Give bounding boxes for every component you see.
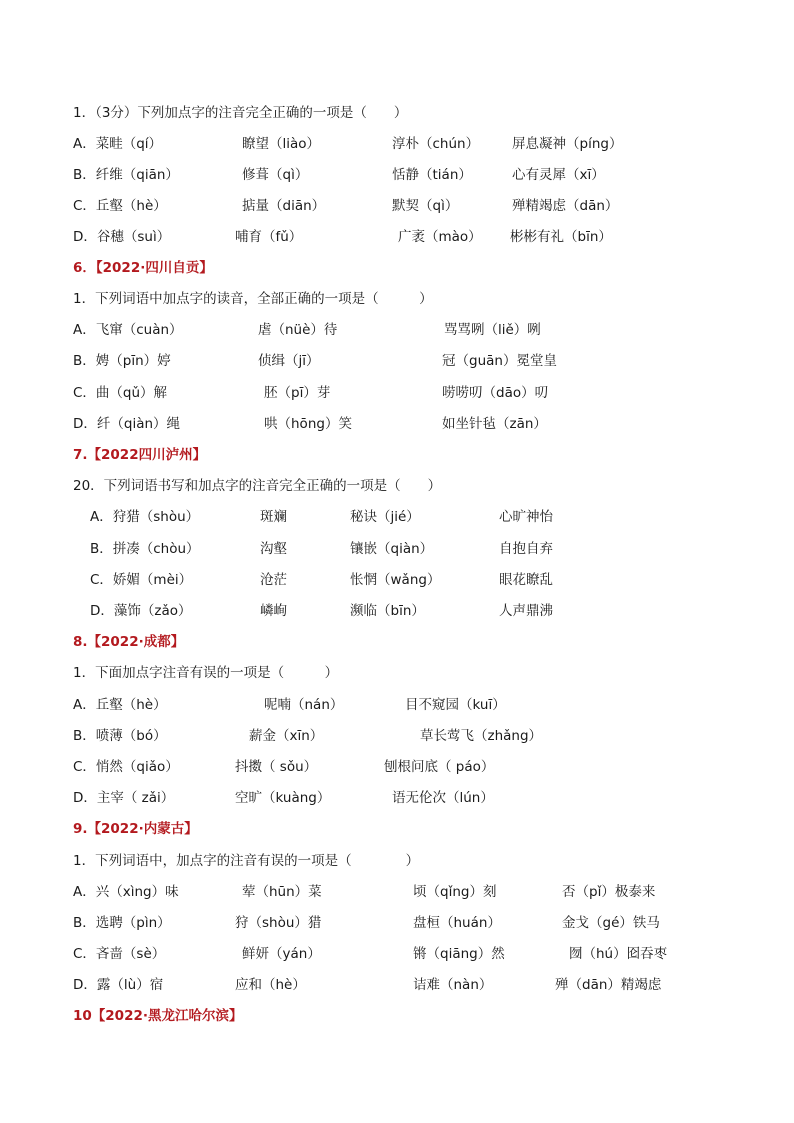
option-item: 狩（shòu）猎 (235, 915, 322, 931)
option-row (0, 506, 794, 528)
option-item: 恬静（tián） (392, 167, 472, 183)
option-item: 镶嵌（qiàn） (350, 541, 434, 557)
option-item: 侦缉（jī） (258, 353, 320, 369)
option-item: B．娉（pīn）婷 (73, 353, 171, 369)
option-item: C．丘壑（hè） (73, 198, 167, 214)
option-item: A．狩猎（shòu） (90, 509, 200, 525)
option-item: 彬彬有礼（bīn） (510, 229, 612, 245)
option-row (0, 694, 794, 716)
option-item: 呢喃（nán） (264, 697, 344, 713)
option-item: A．菜畦（qí） (73, 136, 163, 152)
option-item: 自抱自弃 (499, 541, 553, 557)
option-item: 心旷神怡 (499, 509, 553, 525)
option-item: 哺育（fǔ） (235, 229, 303, 245)
option-row (0, 787, 794, 809)
option-item: D．主宰（ zǎi） (73, 790, 175, 806)
question-stem: 1．下面加点字注音有误的一项是（ ） (73, 665, 339, 681)
option-item: 唠唠叨（dāo）叨 (442, 385, 549, 401)
option-row (0, 943, 794, 965)
option-item: 语无伦次（lún） (392, 790, 494, 806)
option-row (0, 756, 794, 778)
option-item: 鲜妍（yán） (242, 946, 321, 962)
option-item: D．露（lù）宿 (73, 977, 164, 993)
option-row (0, 912, 794, 934)
option-item: 殚（dān）精竭虑 (555, 977, 662, 993)
option-item: 薪金（xīn） (249, 728, 324, 744)
section-header: 7.【2022四川泸州】 (73, 447, 207, 463)
option-item: 诘难（nàn） (413, 977, 493, 993)
option-row (0, 382, 794, 404)
section-header: 8.【2022·成都】 (73, 634, 185, 650)
option-row (0, 319, 794, 341)
option-item: 囫（hú）囵吞枣 (569, 946, 668, 962)
option-item: 殚精竭虑（dān） (512, 198, 619, 214)
option-item: B．拼凑（chòu） (90, 541, 200, 557)
option-row (0, 538, 794, 560)
option-item: C．悄然（qiǎo） (73, 759, 179, 775)
option-item: 沟壑 (260, 541, 287, 557)
option-item: 顷（qǐng）刻 (413, 884, 497, 900)
option-item: 空旷（kuàng） (235, 790, 331, 806)
option-item: 瞭望（liào） (242, 136, 321, 152)
option-item: 否（pǐ）极泰来 (562, 884, 656, 900)
option-item: B．选聘（pìn） (73, 915, 171, 931)
option-item: 斑斓 (260, 509, 287, 525)
question-stem: 1．（3分）下列加点字的注音完全正确的一项是（ ） (73, 105, 408, 121)
option-item: 锵（qiāng）然 (413, 946, 505, 962)
option-item: 怅惘（wǎng） (350, 572, 441, 588)
option-row (0, 195, 794, 217)
option-item: 目不窥园（kuī） (405, 697, 506, 713)
option-item: C．吝啬（sè） (73, 946, 166, 962)
option-item: D．谷穗（suì） (73, 229, 171, 245)
option-item: D．纤（qiàn）绳 (73, 416, 181, 432)
option-item: 应和（hè） (235, 977, 306, 993)
option-row (0, 600, 794, 622)
option-item: 荤（hūn）菜 (242, 884, 322, 900)
option-item: 眼花瞭乱 (499, 572, 553, 588)
option-item: 哄（hōng）笑 (264, 416, 352, 432)
option-item: 修葺（qì） (242, 167, 309, 183)
option-item: 刨根问底（ páo） (384, 759, 495, 775)
question-stem: 1．下列词语中加点字的读音，全部正确的一项是（ ） (73, 291, 433, 307)
section-header: 6．【2022·四川自贡】 (73, 260, 213, 276)
option-item: B．喷薄（bó） (73, 728, 167, 744)
option-item: 人声鼎沸 (499, 603, 553, 619)
option-item: 草长莺飞（zhǎng） (420, 728, 543, 744)
section-header: 9.【2022·内蒙古】 (73, 821, 198, 837)
option-item: C．曲（qǔ）解 (73, 385, 168, 401)
option-item: 广袤（mào） (398, 229, 482, 245)
option-item: 濒临（bīn） (350, 603, 425, 619)
option-item: 冠（guān）冕堂皇 (442, 353, 557, 369)
option-row (0, 569, 794, 591)
question-stem: 20．下列词语书写和加点字的注音完全正确的一项是（ ） (73, 478, 442, 494)
question-stem: 1．下列词语中，加点字的注音有误的一项是（ ） (73, 853, 420, 869)
option-item: 骂骂咧（liě）咧 (444, 322, 541, 338)
option-item: 心有灵犀（xī） (512, 167, 605, 183)
option-row (0, 164, 794, 186)
option-item: 屏息凝神（píng） (512, 136, 623, 152)
option-item: B．纤维（qiān） (73, 167, 179, 183)
option-item: 盘桓（huán） (413, 915, 501, 931)
option-row (0, 881, 794, 903)
option-item: 如坐针毡（zān） (442, 416, 547, 432)
option-item: 默契（qì） (392, 198, 459, 214)
option-item: C．娇媚（mèi） (90, 572, 193, 588)
option-item: D．藻饰（zǎo） (90, 603, 192, 619)
option-item: 淳朴（chún） (392, 136, 480, 152)
option-item: 沧茫 (260, 572, 287, 588)
option-item: 掂量（diān） (242, 198, 326, 214)
option-item: A．丘壑（hè） (73, 697, 167, 713)
option-row (0, 133, 794, 155)
option-item: A．兴（xìng）味 (73, 884, 179, 900)
option-item: 抖擞（ sǒu） (235, 759, 318, 775)
option-row (0, 350, 794, 372)
option-item: A．飞窜（cuàn） (73, 322, 183, 338)
option-item: 嶙峋 (260, 603, 287, 619)
option-row (0, 413, 794, 435)
option-row (0, 725, 794, 747)
option-row (0, 974, 794, 996)
option-row (0, 226, 794, 248)
section-header: 10【2022·黑龙江哈尔滨】 (73, 1008, 243, 1024)
option-item: 胚（pī）芽 (264, 385, 331, 401)
option-item: 虐（nüè）待 (258, 322, 338, 338)
option-item: 秘诀（jié） (350, 509, 420, 525)
option-item: 金戈（gé）铁马 (562, 915, 660, 931)
